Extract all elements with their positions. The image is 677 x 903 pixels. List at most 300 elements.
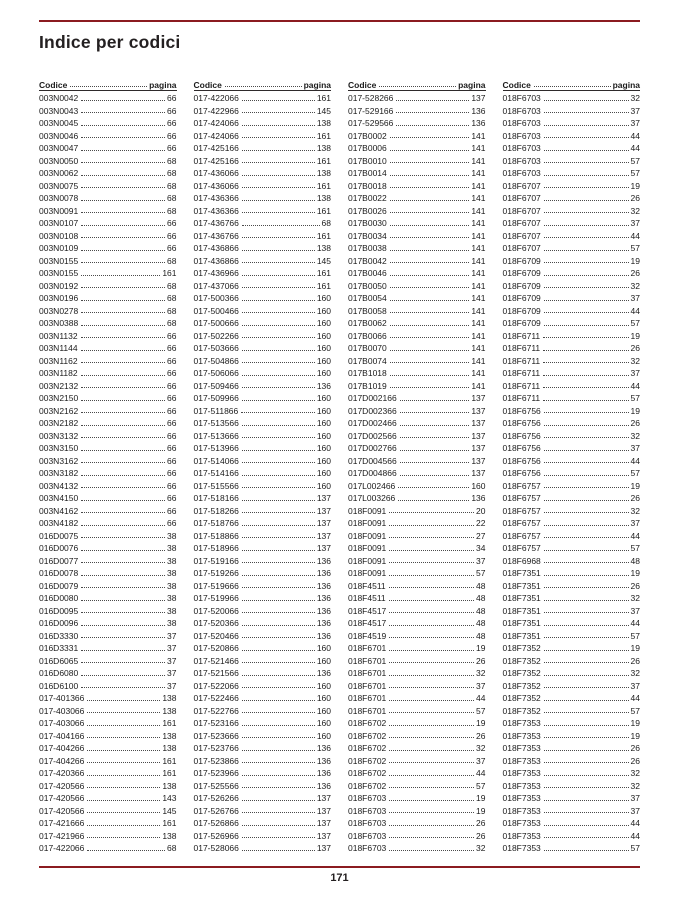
dot-leader: [242, 825, 315, 826]
dot-leader: [87, 825, 160, 826]
entry-code: 018F6702: [348, 718, 387, 728]
index-entry: [194, 291, 332, 304]
entry-code: 018F7353: [502, 818, 541, 828]
dot-leader: [81, 237, 165, 238]
dot-leader: [81, 100, 165, 101]
entry-page: 136: [316, 780, 331, 791]
dot-leader: [81, 250, 165, 251]
dot-leader: [242, 312, 315, 313]
entry-code: 017D004566: [348, 455, 397, 466]
entry-page: 26: [630, 343, 640, 353]
entry-page: 37: [630, 293, 640, 303]
entry-page: 141: [471, 230, 486, 241]
entry-code: 018F7352: [502, 643, 541, 653]
index-entry: [503, 316, 641, 329]
dot-leader: [544, 512, 629, 513]
dot-leader: [390, 262, 470, 263]
entry-page: 137: [471, 430, 486, 441]
entry-page: 66: [167, 355, 177, 366]
entry-page: 32: [476, 668, 486, 678]
dot-leader: [544, 237, 629, 238]
dot-leader: [390, 287, 470, 288]
entry-code: 017-519166: [193, 555, 239, 566]
entry-page: 32: [630, 505, 640, 516]
index-entry: [503, 816, 641, 829]
dot-leader: [544, 650, 629, 651]
dot-leader: [389, 812, 474, 813]
index-entry: [194, 228, 332, 241]
entry-code: 017-523866: [193, 755, 239, 766]
entry-page: 160: [316, 293, 331, 303]
dot-leader: [544, 150, 629, 151]
entry-page: 27: [476, 530, 486, 541]
dot-leader: [544, 575, 629, 576]
entry-page: 68: [167, 293, 177, 303]
entry-code: 017B0010: [348, 155, 387, 166]
entry-page: 66: [167, 218, 177, 228]
index-entry: [39, 716, 177, 729]
dot-leader: [242, 687, 315, 688]
entry-page: 37: [630, 105, 640, 116]
entry-page: 160: [316, 430, 331, 441]
index-entry: [348, 741, 486, 754]
entry-code: 017-519266: [193, 568, 239, 578]
entry-page: 138: [162, 693, 177, 703]
dot-leader: [242, 537, 315, 538]
dot-leader: [242, 500, 315, 501]
entry-page: 160: [316, 693, 331, 703]
dot-leader: [81, 337, 165, 338]
dot-leader: [81, 125, 165, 126]
entry-page: 19: [476, 805, 486, 816]
index-entry: [39, 666, 177, 679]
entry-code: 018F6703: [502, 130, 541, 141]
dot-leader: [81, 525, 165, 526]
index-entry: [194, 491, 332, 504]
entry-page: 136: [316, 555, 331, 566]
dot-leader: [81, 575, 165, 576]
dot-leader: [389, 600, 474, 601]
dot-leader: [242, 637, 315, 638]
dot-leader: [81, 675, 165, 676]
index-entry: [503, 216, 641, 229]
entry-page: 19: [476, 793, 486, 803]
entry-page: 38: [167, 555, 177, 566]
entry-page: 37: [630, 605, 640, 616]
index-entry: [348, 616, 486, 629]
index-entry: [39, 578, 177, 591]
entry-code: 017-520466: [193, 630, 239, 641]
entry-code: 017-404166: [39, 730, 85, 741]
dot-leader: [400, 412, 470, 413]
dot-leader: [81, 400, 165, 401]
index-entry: [348, 128, 486, 141]
entry-code: 017-404266: [39, 755, 85, 766]
entry-code: 017-502266: [193, 330, 239, 341]
index-entry: [194, 703, 332, 716]
entry-code: 017-509966: [193, 393, 239, 403]
entry-code: 017-506066: [193, 368, 239, 378]
index-entry: [348, 191, 486, 204]
entry-page: 136: [316, 768, 331, 778]
entry-page: 160: [316, 455, 331, 466]
entry-page: 145: [162, 805, 177, 816]
entry-code: 017-511866: [193, 405, 239, 416]
entry-page: 26: [630, 493, 640, 503]
dot-leader: [544, 825, 629, 826]
entry-page: 66: [167, 468, 177, 478]
entry-page: 37: [167, 655, 177, 666]
index-entry: [194, 391, 332, 404]
index-entry: [194, 728, 332, 741]
entry-code: 003N3132: [39, 430, 79, 441]
dot-leader: [242, 750, 315, 751]
dot-leader: [242, 225, 320, 226]
index-entry: [348, 478, 486, 491]
index-entry: [503, 828, 641, 841]
entry-page: 161: [316, 130, 331, 141]
entry-code: 017B0046: [348, 268, 387, 278]
entry-page: 141: [471, 243, 486, 253]
entry-page: 66: [167, 330, 177, 341]
entry-code: 017-404266: [39, 743, 85, 753]
index-entry: [503, 241, 641, 254]
entry-code: 017D002166: [348, 393, 397, 403]
dot-leader: [242, 362, 315, 363]
index-entry: [39, 816, 177, 829]
dot-leader: [390, 137, 470, 138]
entry-page: 141: [471, 305, 486, 316]
dot-leader: [81, 562, 165, 563]
entry-code: 018F6707: [502, 205, 541, 216]
index-entry: [503, 466, 641, 479]
index-entry: [39, 216, 177, 229]
dot-leader: [544, 800, 629, 801]
entry-page: 34: [476, 543, 486, 553]
dot-leader: [544, 687, 629, 688]
dot-leader: [390, 275, 470, 276]
index-entry: [503, 291, 641, 304]
entry-code: 017-437066: [193, 280, 239, 291]
dot-leader: [81, 412, 165, 413]
index-entry: [39, 453, 177, 466]
entry-page: 37: [476, 555, 486, 566]
entry-code: 017-424066: [193, 130, 239, 141]
dot-leader: [81, 225, 165, 226]
entry-code: 018F6707: [502, 180, 541, 191]
entry-page: 143: [162, 793, 177, 803]
entry-page: 38: [167, 568, 177, 578]
dot-leader: [390, 375, 470, 376]
entry-page: 37: [630, 793, 640, 803]
entry-page: 66: [167, 418, 177, 428]
entry-code: 018F6711: [502, 380, 541, 391]
index-entry: [348, 541, 486, 554]
entry-code: 018F6707: [502, 230, 541, 241]
dot-leader: [544, 450, 629, 451]
dot-leader: [389, 562, 474, 563]
entry-page: 66: [167, 93, 177, 103]
index-entry: [39, 753, 177, 766]
dot-leader: [242, 837, 315, 838]
entry-code: 018F7352: [502, 693, 541, 703]
entry-code: 017-422066: [39, 843, 85, 853]
entry-page: 141: [471, 155, 486, 166]
index-entry: [194, 816, 332, 829]
entry-page: 26: [476, 730, 486, 741]
entry-page: 136: [316, 668, 331, 678]
index-entry: [39, 416, 177, 429]
dot-leader: [242, 237, 315, 238]
entry-code: 016D6080: [39, 668, 79, 678]
dot-leader: [242, 462, 315, 463]
index-entry: [348, 253, 486, 266]
index-entry: [194, 591, 332, 604]
entry-code: 017-520866: [193, 643, 239, 653]
index-entry: [348, 116, 486, 129]
entry-code: 017-500466: [193, 305, 239, 316]
entry-page: 48: [476, 605, 486, 616]
entry-page: 19: [630, 255, 640, 266]
index-columns: [39, 77, 640, 853]
entry-page: 44: [630, 380, 640, 391]
dot-leader: [242, 762, 315, 763]
entry-page: 37: [630, 443, 640, 453]
index-entry: [194, 741, 332, 754]
index-entry: [348, 503, 486, 516]
index-entry: [348, 528, 486, 541]
entry-code: 017B0014: [348, 168, 387, 178]
entry-page: 137: [316, 843, 331, 853]
dot-leader: [543, 400, 628, 401]
dot-leader: [242, 725, 315, 726]
entry-page: 160: [316, 718, 331, 728]
dot-leader: [81, 687, 165, 688]
index-entry: [348, 828, 486, 841]
entry-code: 016D0079: [39, 580, 79, 591]
entry-code: 018F6709: [502, 255, 541, 266]
entry-code: 018F6703: [502, 118, 541, 128]
index-entry: [39, 591, 177, 604]
dot-leader: [544, 612, 629, 613]
entry-code: 017-420566: [39, 793, 85, 803]
dot-leader: [389, 637, 474, 638]
entry-code: 018F7353: [502, 843, 541, 853]
dot-leader: [389, 537, 474, 538]
index-entry: [39, 516, 177, 529]
dot-leader: [242, 587, 315, 588]
column-header: [39, 77, 177, 91]
dot-leader: [242, 712, 315, 713]
index-entry: [348, 303, 486, 316]
index-entry: [503, 366, 641, 379]
entry-page: 138: [316, 193, 331, 203]
entry-page: 26: [630, 743, 640, 753]
index-entry: [39, 828, 177, 841]
dot-leader: [81, 387, 165, 388]
entry-code: 018F6703: [348, 793, 387, 803]
entry-code: 018F7352: [502, 705, 541, 716]
index-entry: [503, 578, 641, 591]
index-entry: [39, 178, 177, 191]
index-entry: [348, 353, 486, 366]
entry-page: 137: [316, 543, 331, 553]
entry-code: 017B0022: [348, 193, 387, 203]
dot-leader: [81, 625, 165, 626]
dot-leader: [390, 312, 470, 313]
dot-leader: [242, 575, 315, 576]
index-entry: [194, 628, 332, 641]
index-entry: [348, 641, 486, 654]
entry-code: 017-436366: [193, 205, 239, 216]
entry-code: 017-420366: [39, 768, 85, 778]
index-entry: [39, 841, 177, 854]
dot-leader: [81, 162, 165, 163]
dot-leader: [242, 400, 315, 401]
index-entry: [194, 416, 332, 429]
entry-code: 017-403066: [39, 705, 85, 716]
entry-code: 018F6703: [502, 143, 541, 153]
index-entry: [348, 691, 486, 704]
index-column-1: [39, 77, 177, 853]
entry-page: 44: [630, 230, 640, 241]
entry-code: 017B0034: [348, 230, 387, 241]
entry-code: 018F0091: [348, 530, 387, 541]
entry-page: 26: [630, 655, 640, 666]
index-entry: [39, 341, 177, 354]
entry-page: 19: [630, 730, 640, 741]
index-entry: [348, 728, 486, 741]
dot-leader: [87, 775, 160, 776]
index-entry: [39, 153, 177, 166]
index-entry: [503, 666, 641, 679]
dot-leader: [242, 100, 315, 101]
entry-code: 018F4511: [348, 593, 386, 603]
entry-page: 44: [476, 693, 486, 703]
index-entry: [194, 378, 332, 391]
entry-code: 017-504866: [193, 355, 239, 366]
dot-leader: [544, 700, 629, 701]
index-entry: [503, 253, 641, 266]
entry-code: 016D0096: [39, 618, 79, 628]
entry-code: 018F6707: [502, 193, 541, 203]
index-entry: [194, 103, 332, 116]
entry-code: 018F6711: [502, 368, 541, 378]
entry-page: 160: [316, 468, 331, 478]
entry-page: 138: [162, 780, 177, 791]
entry-page: 48: [476, 630, 486, 641]
dot-leader: [242, 450, 315, 451]
dot-leader: [544, 625, 629, 626]
index-entry: [348, 466, 486, 479]
index-entry: [503, 103, 641, 116]
dot-leader: [544, 100, 629, 101]
entry-page: 138: [162, 830, 177, 841]
entry-page: 68: [167, 843, 177, 853]
dot-leader: [242, 625, 315, 626]
entry-page: 138: [162, 730, 177, 741]
entry-page: 136: [316, 743, 331, 753]
dot-leader: [544, 262, 629, 263]
entry-code: 018F6711: [502, 330, 541, 341]
index-entry: [194, 116, 332, 129]
entry-code: 003N1144: [39, 343, 78, 353]
entry-page: 160: [316, 318, 331, 328]
dot-leader: [242, 350, 315, 351]
entry-page: 66: [167, 393, 177, 403]
entry-code: 017D004866: [348, 468, 397, 478]
index-entry: [503, 841, 641, 854]
entry-page: 138: [162, 705, 177, 716]
dot-leader: [242, 525, 315, 526]
entry-page: 37: [630, 218, 640, 228]
index-entry: [39, 391, 177, 404]
entry-page: 160: [316, 405, 331, 416]
index-entry: [348, 591, 486, 604]
index-column-3: [348, 77, 486, 853]
entry-page: 141: [471, 168, 486, 178]
entry-page: 26: [476, 655, 486, 666]
index-entry: [194, 91, 332, 104]
dot-leader: [544, 187, 629, 188]
entry-page: 37: [167, 668, 177, 678]
entry-page: 22: [476, 518, 486, 528]
dot-leader: [544, 250, 629, 251]
index-entry: [194, 253, 332, 266]
entry-code: 018F6703: [348, 843, 387, 853]
dot-leader: [242, 650, 315, 651]
index-entry: [39, 766, 177, 779]
index-entry: [39, 703, 177, 716]
index-entry: [348, 516, 486, 529]
entry-code: 016D3330: [39, 630, 79, 641]
index-entry: [503, 478, 641, 491]
index-entry: [194, 141, 332, 154]
entry-code: 017-528266: [348, 93, 394, 103]
entry-page: 44: [630, 530, 640, 541]
entry-page: 66: [167, 505, 177, 516]
entry-code: 017-528066: [193, 843, 239, 853]
index-entry: [348, 666, 486, 679]
dot-leader: [87, 850, 165, 851]
index-entry: [348, 403, 486, 416]
dot-leader: [389, 675, 474, 676]
entry-code: 017B0006: [348, 143, 387, 153]
index-entry: [39, 403, 177, 416]
dot-leader: [544, 112, 629, 113]
entry-code: 003N4182: [39, 518, 79, 528]
entry-page: 68: [167, 155, 177, 166]
entry-code: 018F6703: [348, 805, 387, 816]
entry-code: 017-436866: [193, 255, 239, 266]
entry-page: 141: [471, 218, 486, 228]
index-entry: [194, 441, 332, 454]
entry-code: 003N3162: [39, 455, 79, 466]
index-entry: [348, 291, 486, 304]
dot-leader: [242, 600, 315, 601]
entry-code: 003N0047: [39, 143, 79, 153]
entry-code: 017B0070: [348, 343, 387, 353]
index-entry: [348, 553, 486, 566]
entry-code: 018F6709: [502, 280, 541, 291]
entry-code: 018F0091: [348, 555, 387, 566]
entry-code: 018F7353: [502, 730, 541, 741]
dot-leader: [81, 637, 165, 638]
entry-page: 37: [167, 643, 177, 653]
index-entry: [194, 653, 332, 666]
index-entry: [348, 166, 486, 179]
dot-leader: [390, 387, 470, 388]
